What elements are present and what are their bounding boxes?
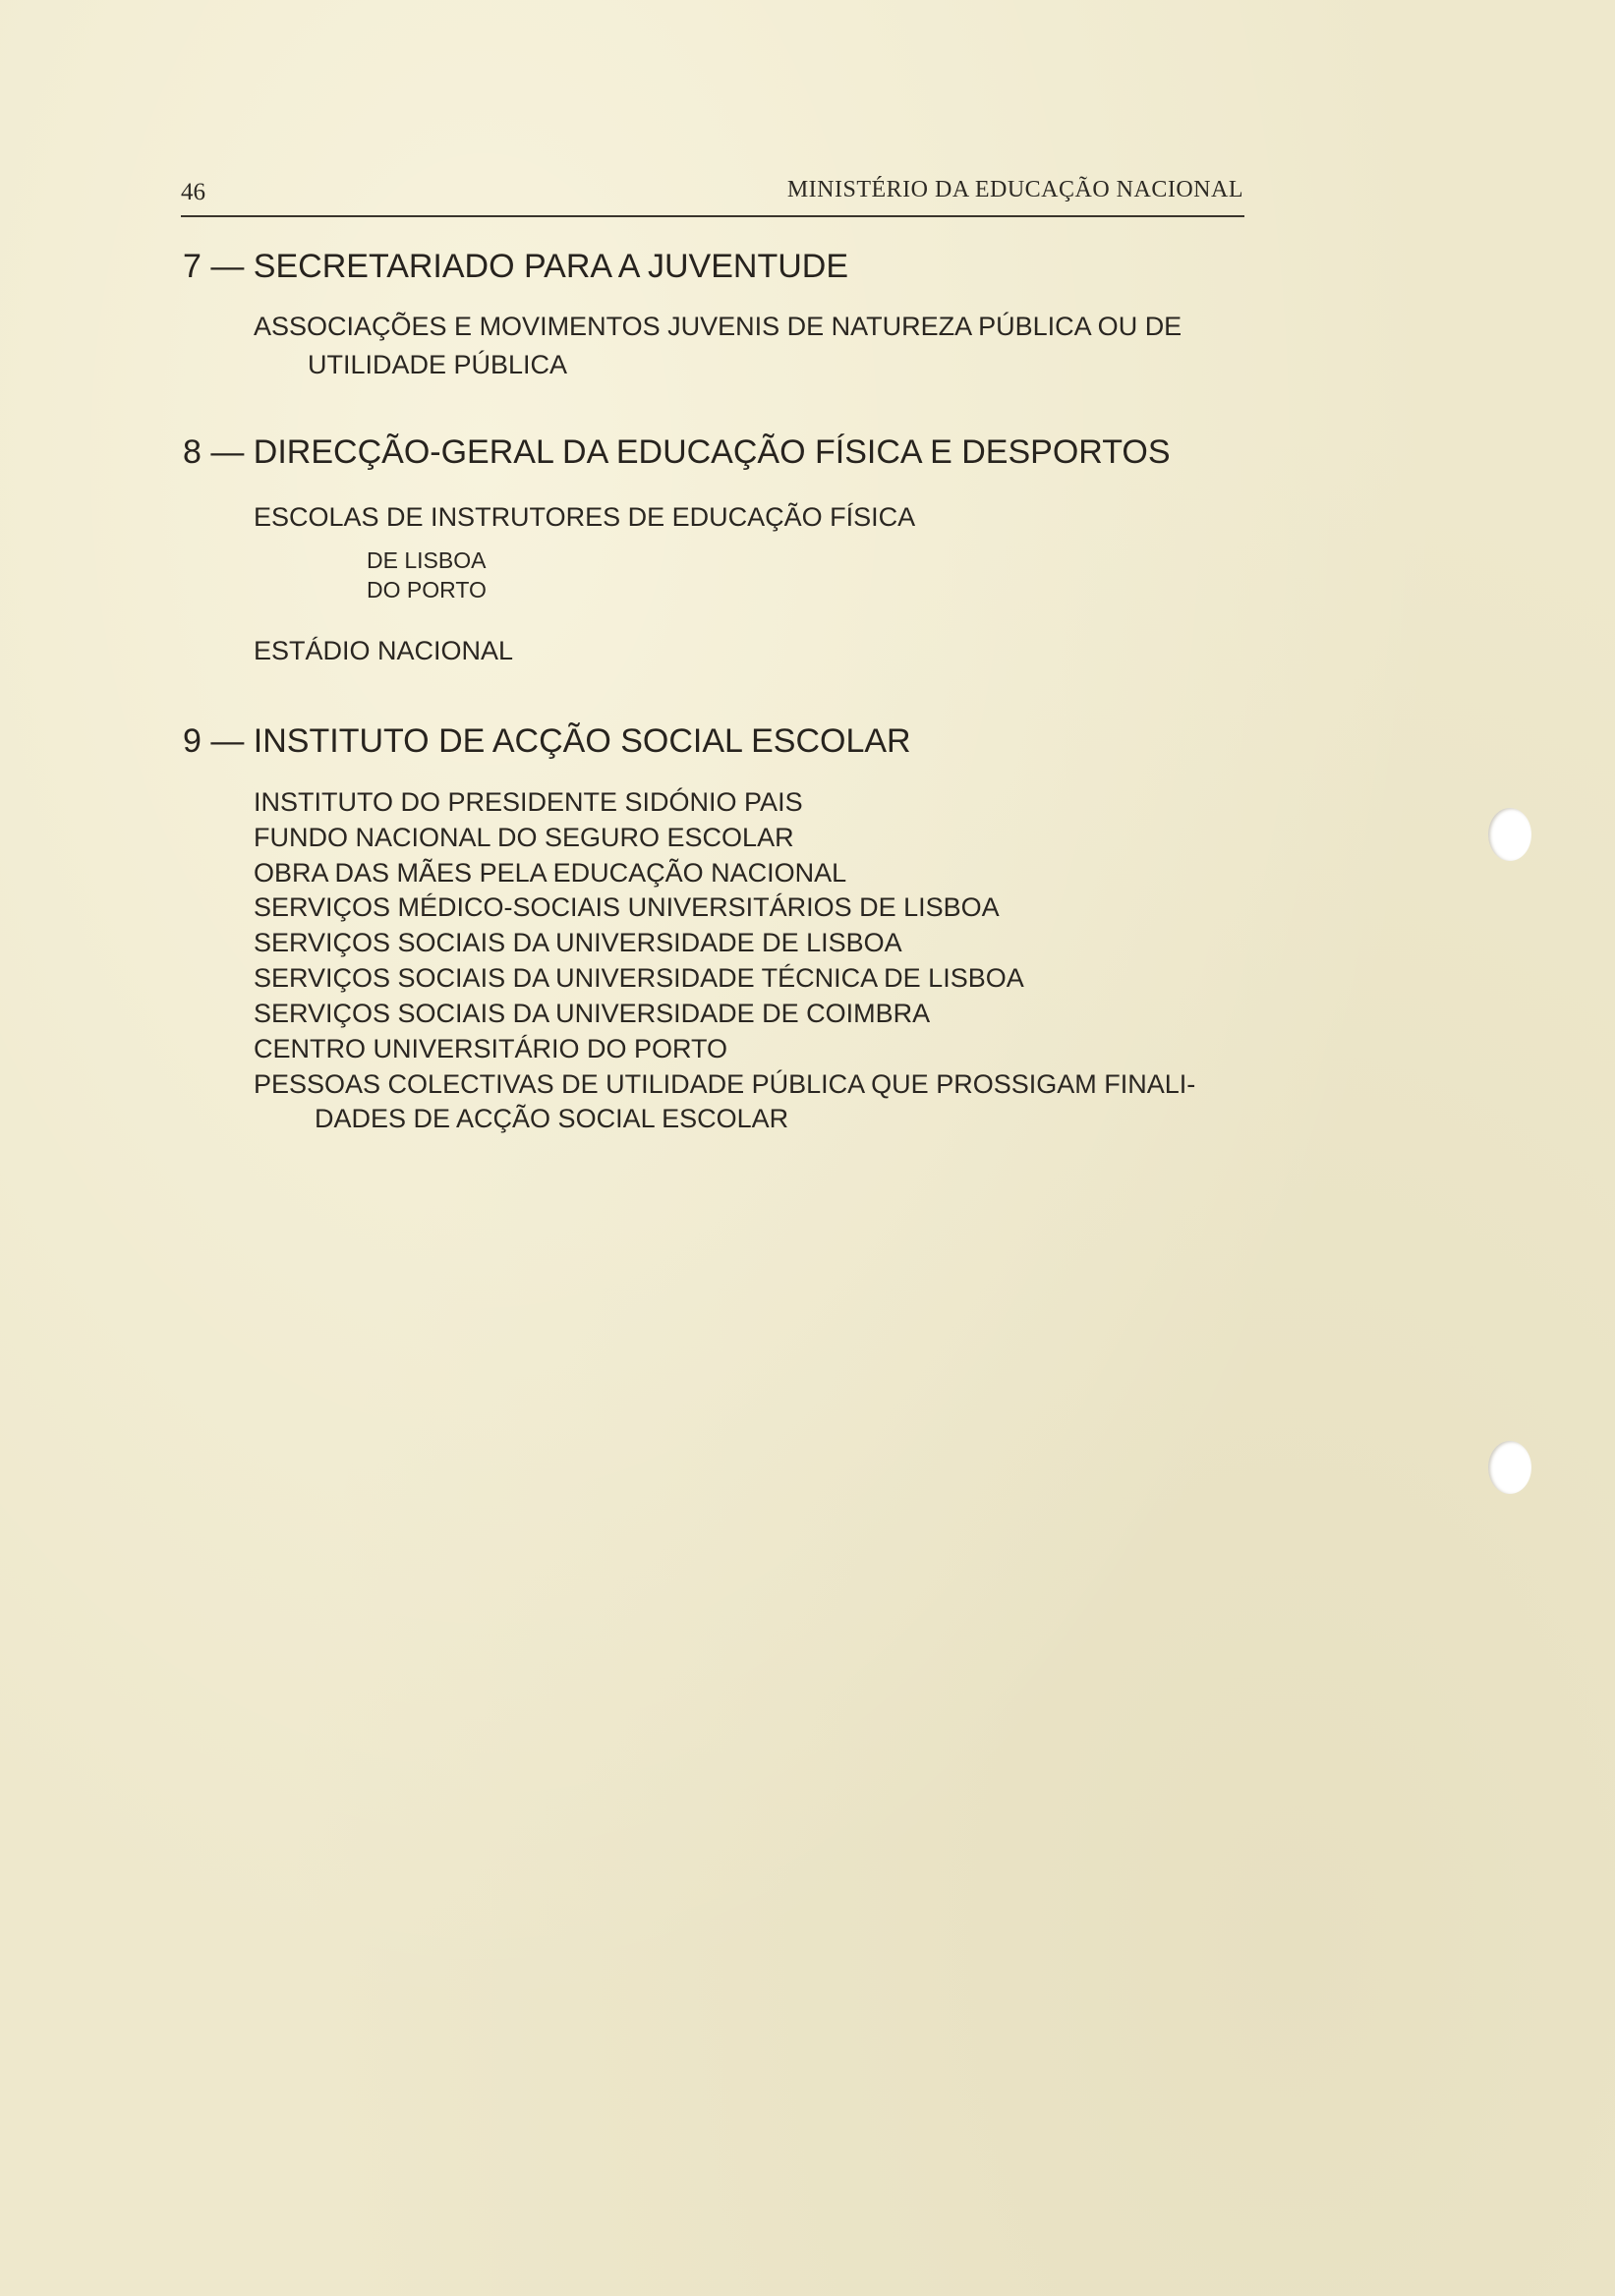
section-9-line-10: DADES DE ACÇÃO SOCIAL ESCOLAR (315, 1104, 789, 1133)
section-9-line-9: PESSOAS COLECTIVAS DE UTILIDADE PÚBLICA QUE PROSSIGAM FINALI- (254, 1069, 1196, 1099)
section-8-sub-porto: DO PORTO (367, 577, 487, 603)
section-9-line-2: FUNDO NACIONAL DO SEGURO ESCOLAR (254, 823, 794, 852)
running-head: MINISTÉRIO DA EDUCAÇÃO NACIONAL (786, 177, 1243, 202)
section-7-title: 7 — SECRETARIADO PARA A JUVENTUDE (183, 248, 849, 285)
punch-hole-lower (1488, 1441, 1531, 1494)
punch-hole-upper (1488, 808, 1531, 861)
section-8-line-estadio: ESTÁDIO NACIONAL (254, 636, 514, 665)
section-9-line-8: CENTRO UNIVERSITÁRIO DO PORTO (254, 1034, 728, 1063)
section-8-sub-lisboa: DE LISBOA (367, 547, 487, 573)
section-9-line-6: SERVIÇOS SOCIAIS DA UNIVERSIDADE TÉCNICA DE LISBOA (254, 963, 1024, 993)
section-8-title: 8 — DIRECÇÃO-GERAL DA EDUCAÇÃO FÍSICA E DESPORTOS (183, 433, 1171, 471)
section-7-line-2: UTILIDADE PÚBLICA (308, 350, 568, 379)
section-9-line-4: SERVIÇOS MÉDICO-SOCIAIS UNIVERSITÁRIOS DE LISBOA (254, 892, 1000, 922)
section-9-line-1: INSTITUTO DO PRESIDENTE SIDÓNIO PAIS (254, 787, 803, 817)
section-7-line-1: ASSOCIAÇÕES E MOVIMENTOS JUVENIS DE NATUREZA PÚBLICA OU DE (254, 312, 1182, 341)
header-rule (181, 215, 1244, 217)
section-9-line-5: SERVIÇOS SOCIAIS DA UNIVERSIDADE DE LISBOA (254, 928, 902, 957)
section-9-line-7: SERVIÇOS SOCIAIS DA UNIVERSIDADE DE COIMBRA (254, 999, 931, 1028)
page-number: 46 (181, 179, 205, 205)
section-9-line-3: OBRA DAS MÃES PELA EDUCAÇÃO NACIONAL (254, 858, 847, 888)
section-8-line-1: ESCOLAS DE INSTRUTORES DE EDUCAÇÃO FÍSICA (254, 502, 916, 532)
section-9-title: 9 — INSTITUTO DE ACÇÃO SOCIAL ESCOLAR (183, 722, 911, 760)
